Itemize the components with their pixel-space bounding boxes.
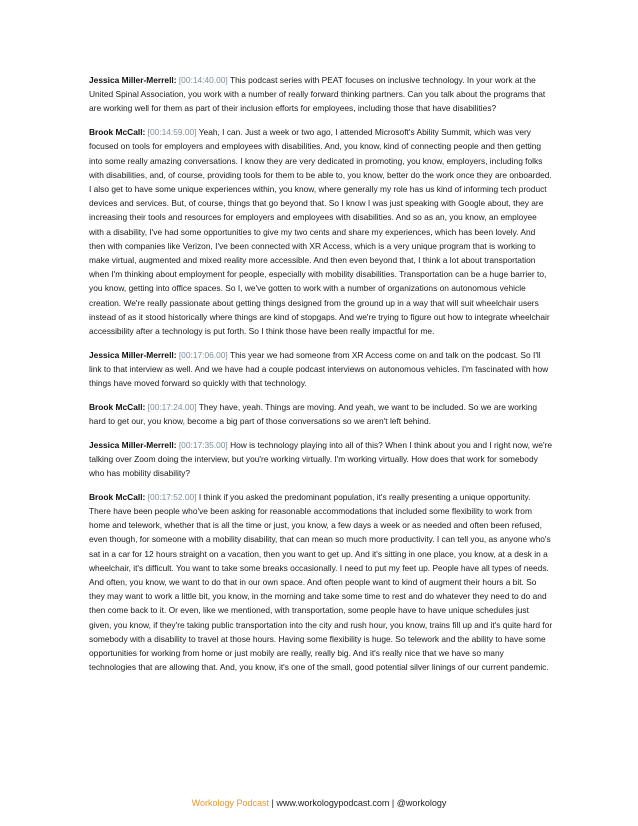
timestamp: [00:17:52.00]	[147, 491, 197, 502]
speaker-name: Brook McCall:	[89, 127, 146, 138]
transcript-entry	[89, 125, 553, 338]
transcript-body	[89, 73, 553, 684]
footer-handle: @workology	[396, 798, 447, 808]
timestamp: [00:17:35.00]	[178, 439, 228, 450]
footer-website: www.workologypodcast.com	[276, 798, 390, 808]
entry-text: I think if you asked the predominant population, it's really presenting a unique opportunity. There have been people who've been asking for reasonable accommodations that included some flexibility to work from home and telework, whether that is all the time or just, you know, a few days a week or as needed and often been refused, even though, for someone with a mobility disability, that can mean so much more productivity. I can tell you, as anyone who's sat in a car for 12 hours straight on a vacation, then you want to get up. And it's sitting in one place, you know, at a desk in a wheelchair, it's difficult. You want to take some breaks occasionally. I need to put my feet up. People have all types of needs. And often, you know, we want to do that in our own space. And often people want to kind of augment their hours a bit. So they may want to work a little bit, you know, in the morning and take some time to rest and do whatever they need to do and then come back to it. Or even, like we mentioned, with transportation, some people have to have unique schedules just given, you know, if they're taking public transportation into the city and rush hour, you know, trains fill up and it's quite hard for somebody with a disability to travel at those hours. Having some flexibility is huge. So telework and the ability to have some opportunities for working from home or just mobily are really, really big. And it's really nice that we have so many technologies that are allowing that. And, you know, it's one of the small, good potential silver linings of our current pandemic.	[89, 491, 553, 673]
transcript-entry	[89, 348, 553, 391]
entry-text: This podcast series with PEAT focuses on inclusive technology. In your work at the United Spinal Association, you work with a number of really forward thinking partners. Can you talk about the programs that are working well for them as part of their inclusion efforts for employees, including those that have disabilities?	[89, 75, 546, 114]
transcript-entry	[89, 400, 553, 428]
footer-separator: |	[389, 798, 397, 808]
speaker-name: Jessica Miller-Merrell:	[89, 75, 177, 85]
footer-separator: |	[268, 798, 277, 808]
entry-text: How is technology playing into all of this? When I think about you and I right now, we're talking over Zoom doing the interview, but you're working virtually. I'm working virtually. How does that work for somebody who has mobility disability?	[89, 439, 552, 479]
speaker-name: Brook McCall:	[89, 491, 146, 502]
timestamp: [00:14:40.00]	[178, 75, 228, 85]
footer-brand: Workology Podcast	[191, 798, 269, 808]
speaker-name: Jessica Miller-Merrell:	[89, 439, 177, 450]
transcript-entry	[89, 490, 553, 675]
timestamp: [00:17:24.00]	[147, 401, 197, 412]
timestamp: [00:14:59.00]	[147, 127, 197, 138]
timestamp: [00:17:06.00]	[178, 349, 228, 360]
entry-text: Yeah, I can. Just a week or two ago, I attended Microsoft's Ability Summit, which was very focused on tools for employers and employees with disabilities. And, you know, kind of connecting people and then getting into some really amazing conversations. I know they are very dedicated in promoting, you know, employers, including folks with disabilities, and, of course, providing tools for them to be able to, you know, better do the work once they are onboarded. I also get to have some unique experiences within, you know, where generally my role has us kind of informing tech product devices and services. But, of course, things that go beyond that. So I know I was just speaking with Google about, they are increasing their tools and resources for employers and employees with disabilities. And so as an, you know, an employee with a disability, I've had some opportunities to give my two cents and share my experiences, which has been lovely. And then with companies like Verizon, I've been connected with XR Access, which is a very unique program that is working to make virtual, augmented and mixed reality more accessible. And then even beyond that, I think a lot about transportation when I'm thinking about employment for people, especially with mobility disabilities. Transportation can be a huge barrier to, you know, getting into office spaces. So I, we've gotten to work with a number of organizations on autonomous vehicle creation. We're really passionate about getting things designed from the ground up in a way that will suit wheelchair users instead of as it stood historically where things are kind of stopgaps. And we're trying to figure out how to integrate wheelchair accessibility after a technology is put forth. So I think those have been really impactful for me.	[89, 127, 552, 336]
entry-text: They have, yeah. Things are moving. And yeah, we want to be included. So we are working hard to get our, you know, become a big part of those conversations so we aren't left behind.	[89, 401, 538, 426]
transcript-entry	[89, 73, 553, 116]
transcript-entry	[89, 438, 553, 481]
speaker-name: Brook McCall:	[89, 401, 146, 412]
page-footer	[0, 797, 638, 809]
entry-text: This year we had someone from XR Access come on and talk on the podcast. So I'll link to that interview as well. And we have had a couple podcast interviews on autonomous vehicles. I'm fascinated with how things have moved forward so quickly with that technology.	[89, 349, 549, 389]
speaker-name: Jessica Miller-Merrell:	[89, 349, 177, 360]
